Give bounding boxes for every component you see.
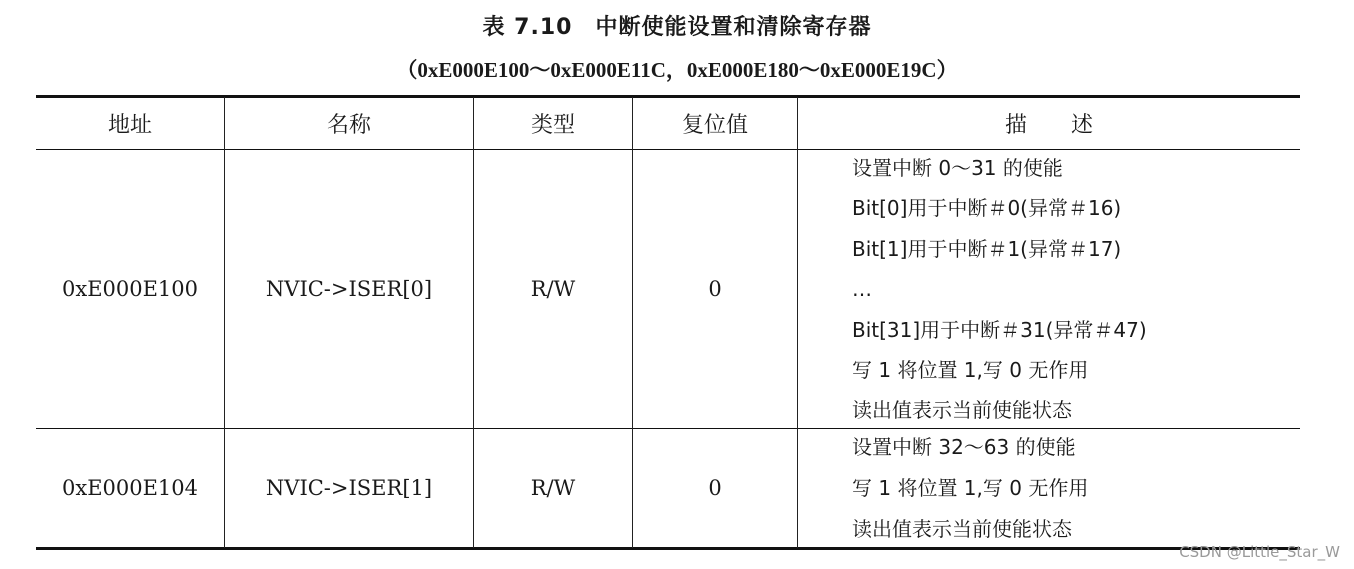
- description-line: Bit[31]用于中断＃31(异常＃47): [852, 317, 1147, 342]
- row1-reset-value: 0: [708, 277, 722, 301]
- header-type: 类型: [530, 112, 575, 138]
- header-reset-value: 复位值: [681, 112, 748, 138]
- row1-description: [852, 148, 1147, 431]
- description-line: 写 1 将位置 1,写 0 无作用: [852, 476, 1089, 500]
- column-divider: [797, 97, 798, 548]
- description-line: 读出值表示当前使能状态: [852, 398, 1072, 423]
- row2-address: 0xE000E104: [61, 476, 199, 500]
- row1-type: R/W: [530, 277, 576, 301]
- row1-address: 0xE000E100: [61, 277, 199, 301]
- description-line: Bit[1]用于中断＃1(异常＃17): [852, 236, 1122, 261]
- description-line: 设置中断 32～63 的使能: [852, 435, 1076, 459]
- row1-name: NVIC->ISER[0]: [265, 277, 433, 301]
- row2-reset-value: 0: [708, 476, 722, 500]
- row2-name: NVIC->ISER[1]: [265, 476, 433, 500]
- description-line: Bit[0]用于中断＃0(异常＃16): [852, 196, 1122, 221]
- watermark: CSDN @Little_Star_W: [1179, 543, 1340, 561]
- row2-type: R/W: [530, 476, 576, 500]
- description-line: 设置中断 0～31 的使能: [852, 156, 1063, 180]
- row2-description: [852, 427, 1088, 550]
- header-description: 描 述: [1004, 112, 1093, 138]
- header-address: 地址: [107, 112, 152, 138]
- table-subtitle: （0xE000E100～0xE000E11C，0xE000E180～0xE000E19C）: [396, 58, 958, 82]
- table-title: 表 7.10 中断使能设置和清除寄存器: [482, 15, 872, 40]
- description-line: 读出值表示当前使能状态: [852, 517, 1072, 541]
- bottom-rule: [36, 547, 1300, 550]
- description-line: 写 1 将位置 1,写 0 无作用: [852, 357, 1089, 382]
- header-name: 名称: [326, 112, 371, 138]
- description-line: …: [852, 277, 872, 302]
